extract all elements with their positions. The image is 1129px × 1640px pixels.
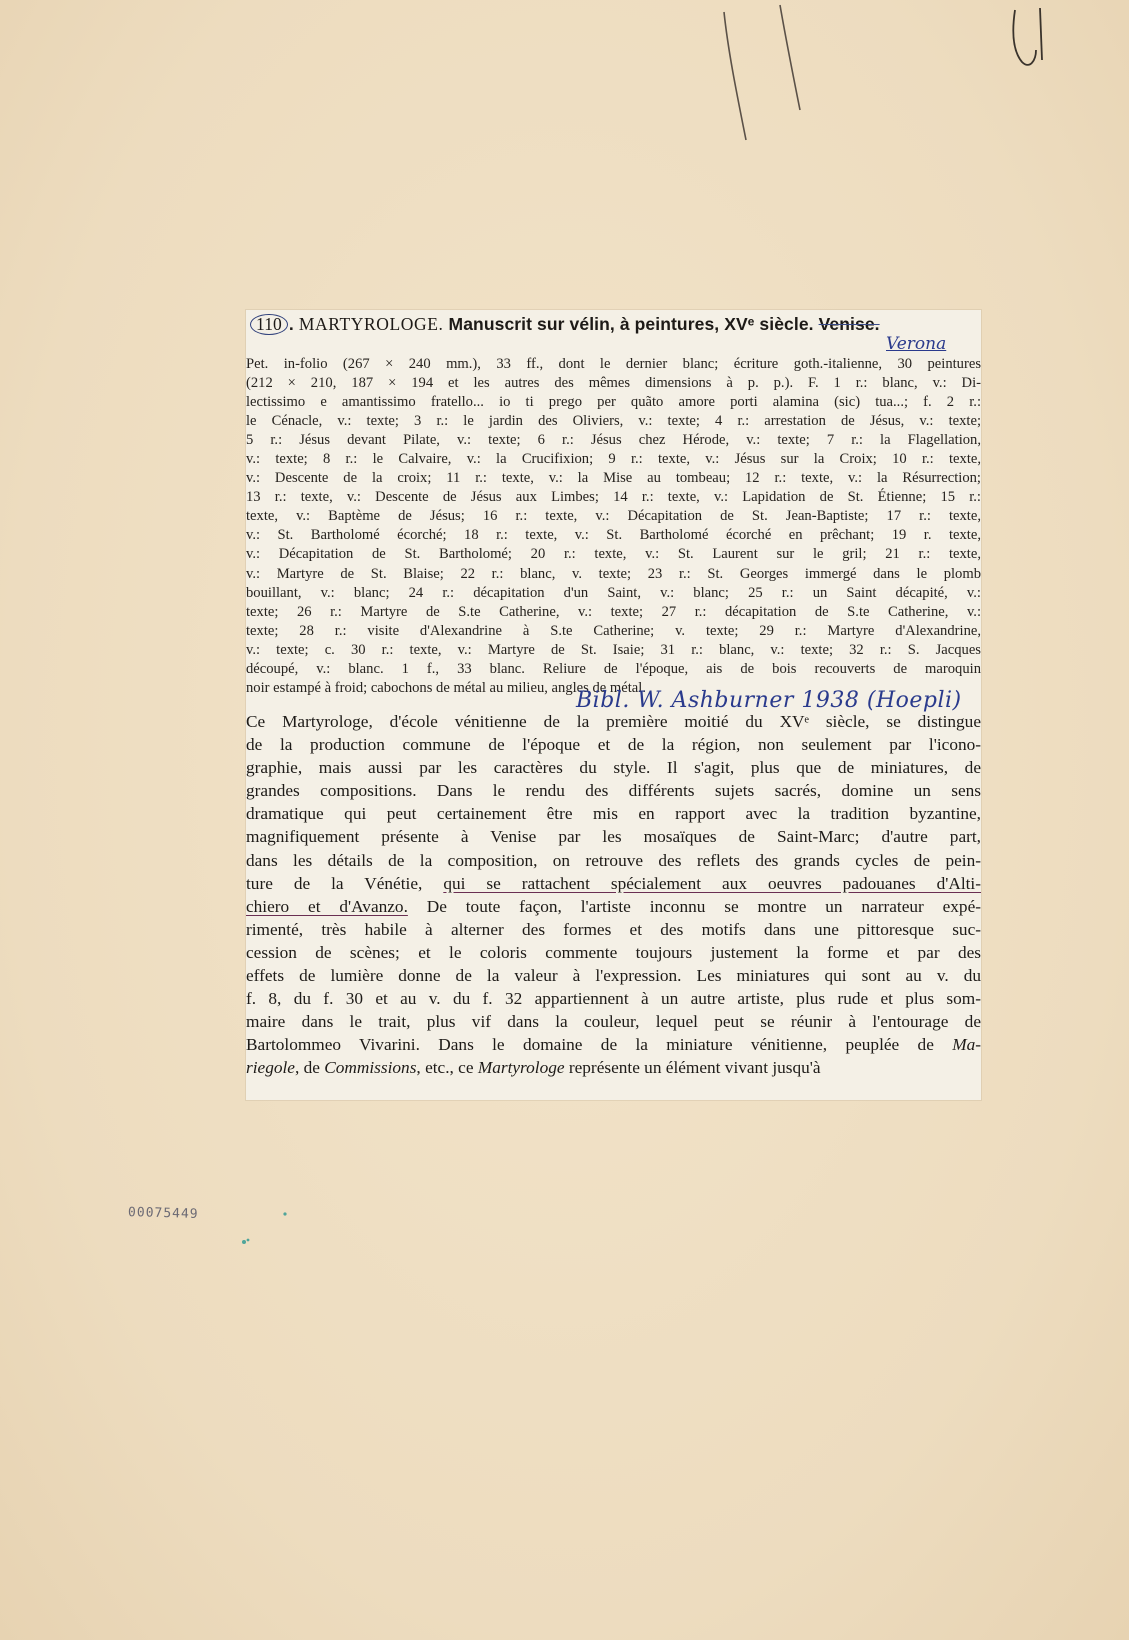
handwritten-provenance-note: Bibl. W. Ashburner 1938 (Hoepli) — [576, 688, 962, 713]
description-line: v.: texte; 8 r.: le Calvaire, v.: la Crucifixion; 9 r.: texte, v.: Jésus sur la Croix; 10 r.: texte, — [246, 451, 981, 468]
essay-line: rimenté, très habile à alterner des formes et des motifs dans une pittoresque suc- — [246, 919, 981, 939]
struck-place: Venise. — [818, 314, 880, 334]
description-line: découpé, v.: blanc. 1 f., 33 blanc. Reliure de l'époque, ais de bois recouverts de maroquin — [246, 660, 981, 677]
catalogue-clipping — [246, 310, 981, 1100]
description-line: v.: St. Bartholomé écorché; 18 r.: texte, v.: St. Bartholomé écorché en prêchant; 19 r. texte, — [246, 527, 981, 544]
description-line: 13 r.: texte, v.: Descente de Jésus aux Limbes; 14 r.: texte, v.: Lapidation de St. Étienne; 15 r.: — [246, 489, 981, 506]
ink-specks — [230, 1200, 310, 1260]
essay-line: grandes compositions. Dans le rendu des différents sujets sacrés, domine un sens — [246, 781, 981, 801]
essay-text: De toute façon, l'artiste inconnu se montre un narrateur expé- — [407, 896, 981, 916]
essay-line: dans les détails de la composition, on retrouve des reflets des grands cycles de pein- — [246, 850, 981, 870]
essay-italic: Commissions — [324, 1058, 417, 1078]
underlined-passage: qui se rattachent spécialement aux oeuvres padouanes d'Alti- — [443, 873, 981, 893]
description-line: noir estampé à froid; cabochons de métal au milieu, angles de métal. — [246, 679, 646, 696]
lot-number: 110 — [250, 314, 288, 335]
underlined-passage: chiero et d'Avanzo. — [246, 896, 408, 916]
description-line: v.: Martyre de St. Blaise; 22 r.: blanc, v. texte; 23 r.: St. Georges immergé dans le plomb — [246, 565, 981, 582]
handwritten-place-note: Verona — [886, 334, 947, 354]
description-line: v.: texte; c. 30 r.: texte, v.: Martyre de St. Isaie; 31 r.: blanc, v.: texte; 32 r.: S. Jacques — [246, 641, 981, 658]
essay-line: maire dans le trait, plus vif dans la couleur, lequel peut se réunir à l'entourage de — [246, 1012, 981, 1032]
essay-text: ture de la Vénétie, — [246, 873, 444, 893]
essay-line: Ce Martyrologe, d'école vénitienne de la première moitié du XVᵉ siècle, se distingue — [246, 712, 981, 731]
inventory-stamp: 00075449 — [127, 1205, 199, 1222]
essay-paragraph — [246, 710, 981, 1080]
essay-line — [246, 1033, 981, 1056]
description-line: 5 r.: Jésus devant Pilate, v.: texte; 6 r.: Jésus chez Hérode, v.: texte; 7 r.: la Flagellation, — [246, 432, 981, 449]
essay-line — [246, 1056, 981, 1079]
pencil-marks — [700, 0, 1129, 150]
essay-line: effets de lumière donne de la valeur à l'expression. Les miniatures qui sont au v. du — [246, 966, 981, 986]
description-line: Pet. in-folio (267 × 240 mm.), 33 ff., dont le dernier blanc; écriture goth.-italienne, 30 peintures — [246, 356, 981, 372]
essay-italic: riegole — [246, 1058, 295, 1078]
essay-text: , etc., ce — [416, 1058, 478, 1078]
essay-line — [246, 895, 981, 918]
description-line: v.: Décapitation de St. Bartholomé; 20 r.: texte, v.: St. Laurent sur le gril; 21 r.: texte, — [246, 546, 981, 563]
essay-text: , de — [294, 1058, 325, 1078]
lot-title-name: MARTYROLOGE. — [298, 314, 444, 334]
essay-line: f. 8, du f. 30 et au v. du f. 32 appartiennent à un autre artiste, plus rude et plus som- — [246, 989, 981, 1009]
essay-line: magnifiquement présente à Venise par les mosaïques de Saint-Marc; d'autre part, — [246, 827, 981, 847]
essay-line — [246, 872, 981, 895]
description-line: v.: Descente de la croix; 11 r.: texte, v.: la Mise au tombeau; 12 r.: texte, v.: la Résurrection; — [246, 470, 981, 487]
description-line: texte, v.: Baptème de Jésus; 16 r.: texte, v.: Décapitation de St. Jean-Baptiste; 17 r.: texte, — [246, 508, 981, 525]
description-line: le Cénacle, v.: texte; 3 r.: le jardin des Oliviers, v.: texte; 4 r.: arrestation de Jésus, v.: texte; — [246, 413, 981, 430]
description-line: lectissimo e amantissimo fratello... io ti prego per quãto amore porti alamina (sic) tua...; f. 2 r.: — [246, 394, 981, 411]
lot-heading: 110 . MARTYROLOGE. Manuscrit sur vélin, à peintures, XVᵉ siècle. Venise. — [250, 314, 980, 335]
essay-text: Bartolommeo Vivarini. Dans le domaine de la miniature vénitienne, peuplée de — [246, 1035, 953, 1055]
essay-line: cession de scènes; et le coloris commente toujours justement la forme et par des — [246, 942, 981, 962]
description-line: texte; 28 r.: visite d'Alexandrine à S.te Catherine; v. texte; 29 r.: Martyre d'Alexandrine, — [246, 622, 981, 639]
physical-description — [246, 355, 981, 698]
lot-title-text: Manuscrit sur vélin, à peintures, XVᵉ siècle. — [448, 314, 814, 334]
description-line: bouillant, v.: blanc; 24 r.: décapitation d'un Saint, v.: blanc; 25 r.: un Saint décapité, v.: — [246, 584, 981, 601]
description-line: (212 × 210, 187 × 194 et les autres des mêmes dimensions à p. p.). F. 1 r.: blanc, v.: Di- — [246, 375, 981, 392]
description-line: texte; 26 r.: Martyre de S.te Catherine, v.: texte; 27 r.: décapitation de S.te Catherine, v.: — [246, 603, 981, 620]
essay-italic: Martyrologe — [477, 1058, 565, 1078]
essay-line: dramatique qui peut certainement être mis en rapport avec la tradition byzantine, — [246, 804, 981, 824]
essay-italic: Ma- — [952, 1035, 981, 1055]
essay-line: graphie, mais aussi par les caractères du style. Il s'agit, plus que de miniatures, de — [246, 758, 981, 778]
essay-text: représente un élément vivant jusqu'à — [564, 1058, 821, 1078]
essay-line: de la production commune de l'époque et de la région, non seulement par l'icono- — [246, 735, 981, 755]
